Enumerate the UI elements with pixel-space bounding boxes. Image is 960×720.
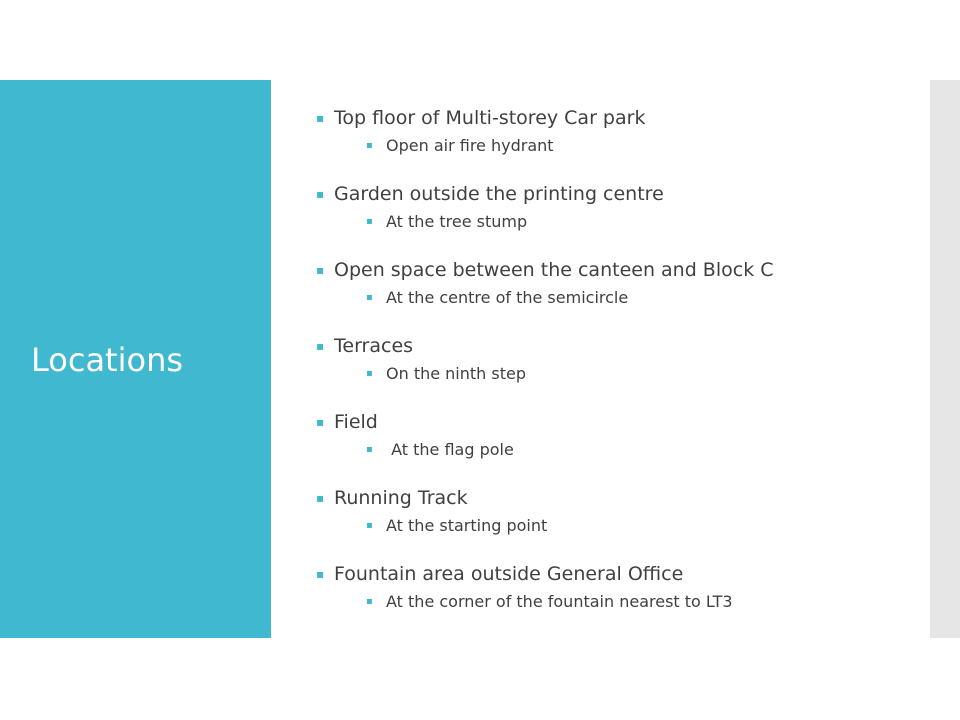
item-label: Top floor of Multi-storey Car park [334, 107, 646, 129]
square-bullet-icon [366, 436, 373, 464]
item-label: Fountain area outside General Office [334, 563, 684, 585]
square-bullet-icon [316, 408, 324, 436]
square-bullet-icon [366, 588, 373, 616]
square-bullet-icon [316, 332, 324, 360]
square-bullet-icon [366, 208, 373, 236]
list-item [313, 560, 913, 616]
square-bullet-icon [366, 284, 373, 312]
item-sub-label: At the centre of the semicircle [386, 288, 629, 307]
item-sub-label: At the tree stump [386, 212, 528, 231]
item-label: Open space between the canteen and Block C [334, 259, 774, 281]
bullet-list [313, 104, 913, 636]
square-bullet-icon [366, 132, 373, 160]
item-label: Terraces [334, 335, 414, 357]
list-item [313, 484, 913, 540]
list-item [313, 332, 913, 388]
square-bullet-icon [316, 484, 324, 512]
slide-title: Locations [31, 341, 184, 379]
list-item [313, 104, 913, 160]
item-label: Field [334, 411, 378, 433]
square-bullet-icon [366, 512, 373, 540]
list-item [313, 180, 913, 236]
item-label: Running Track [334, 487, 468, 509]
list-item [313, 408, 913, 464]
square-bullet-icon [316, 180, 324, 208]
item-sub-label: On the ninth step [386, 364, 526, 383]
square-bullet-icon [316, 560, 324, 588]
square-bullet-icon [366, 360, 373, 388]
square-bullet-icon [316, 256, 324, 284]
item-sub-label: At the flag pole [386, 440, 514, 459]
list-item [313, 256, 913, 312]
item-sub-label: At the starting point [386, 516, 548, 535]
square-bullet-icon [316, 104, 324, 132]
side-panel [930, 80, 960, 638]
item-sub-label: Open air fire hydrant [386, 136, 554, 155]
item-label: Garden outside the printing centre [334, 183, 664, 205]
item-sub-label: At the corner of the fountain nearest to LT3 [386, 592, 733, 611]
